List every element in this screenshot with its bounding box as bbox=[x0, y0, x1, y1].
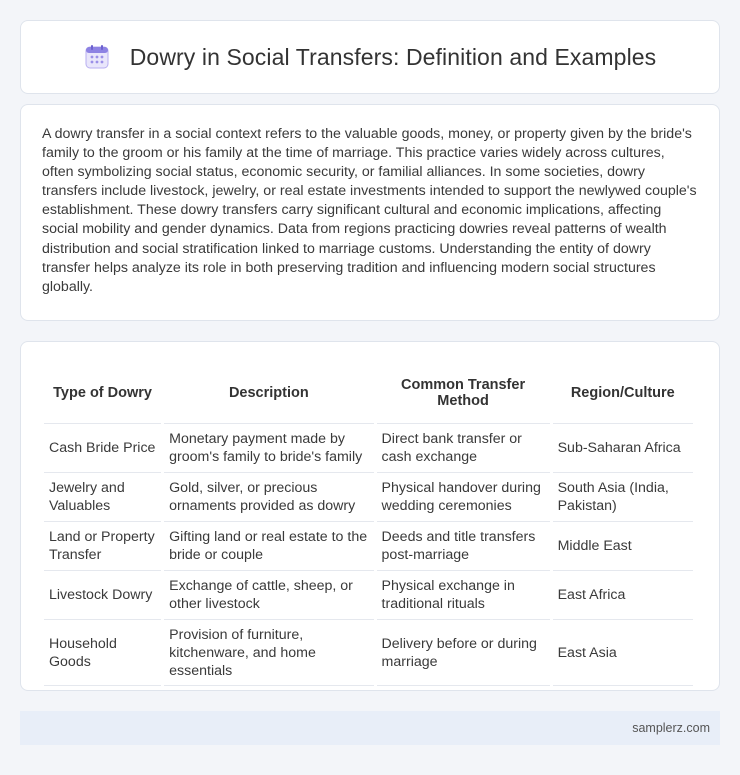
cell-type: Household Goods bbox=[44, 620, 161, 686]
dowry-table bbox=[41, 362, 696, 686]
calendar-icon bbox=[84, 44, 110, 70]
table-card bbox=[20, 341, 720, 691]
cell-region: Sub-Saharan Africa bbox=[553, 424, 693, 473]
footer-bar bbox=[20, 711, 720, 745]
cell-method: Direct bank transfer or cash exchange bbox=[377, 424, 550, 473]
cell-region: East Africa bbox=[553, 571, 693, 620]
cell-method: Deeds and title transfers post-marriage bbox=[377, 522, 550, 571]
cell-region: East Asia bbox=[553, 620, 693, 686]
intro-paragraph: A dowry transfer in a social context refers to the valuable goods, money, or property given by the bride's family to the groom or his family at the time of marriage. This practice varies widely across cultures, often symbolizing social status, economic security, or familial alliances. In some societies, dowry transfers include livestock, jewelry, or real estate investments intended to support the newlywed couple's establishment. These dowry transfers carry significant cultural and economic implications, affecting social mobility and gender dynamics. Data from regions practicing dowries reveal patterns of wealth distribution and social stratification linked to marriage customs. Understanding the entity of dowry transfer helps analyze its role in both preserving tradition and influencing modern social structures globally. bbox=[42, 126, 697, 295]
table-row bbox=[44, 522, 693, 571]
column-header-type: Type of Dowry bbox=[44, 362, 161, 424]
footer-site-link[interactable]: samplerz.com bbox=[632, 721, 710, 735]
column-header-region: Region/Culture bbox=[553, 362, 693, 424]
cell-type: Land or Property Transfer bbox=[44, 522, 161, 571]
column-header-description: Description bbox=[164, 362, 373, 424]
cell-description: Provision of furniture, kitchenware, and home essentials bbox=[164, 620, 373, 686]
cell-description: Monetary payment made by groom's family to bride's family bbox=[164, 424, 373, 473]
cell-type: Cash Bride Price bbox=[44, 424, 161, 473]
table-row bbox=[44, 424, 693, 473]
intro-card bbox=[20, 104, 720, 321]
cell-description: Gifting land or real estate to the bride or couple bbox=[164, 522, 373, 571]
table-row bbox=[44, 473, 693, 522]
cell-region: Middle East bbox=[553, 522, 693, 571]
page-title: Dowry in Social Transfers: Definition and Examples bbox=[129, 43, 657, 70]
column-header-method: Common Transfer Method bbox=[377, 362, 550, 424]
cell-type: Jewelry and Valuables bbox=[44, 473, 161, 522]
cell-region: South Asia (India, Pakistan) bbox=[553, 473, 693, 522]
cell-type: Livestock Dowry bbox=[44, 571, 161, 620]
title-card bbox=[20, 20, 720, 94]
table-row bbox=[44, 620, 693, 686]
table-header-row bbox=[44, 362, 693, 424]
cell-method: Delivery before or during marriage bbox=[377, 620, 550, 686]
cell-method: Physical exchange in traditional rituals bbox=[377, 571, 550, 620]
cell-description: Exchange of cattle, sheep, or other livestock bbox=[164, 571, 373, 620]
table-row bbox=[44, 571, 693, 620]
cell-description: Gold, silver, or precious ornaments provided as dowry bbox=[164, 473, 373, 522]
cell-method: Physical handover during wedding ceremonies bbox=[377, 473, 550, 522]
title-row bbox=[84, 44, 657, 71]
